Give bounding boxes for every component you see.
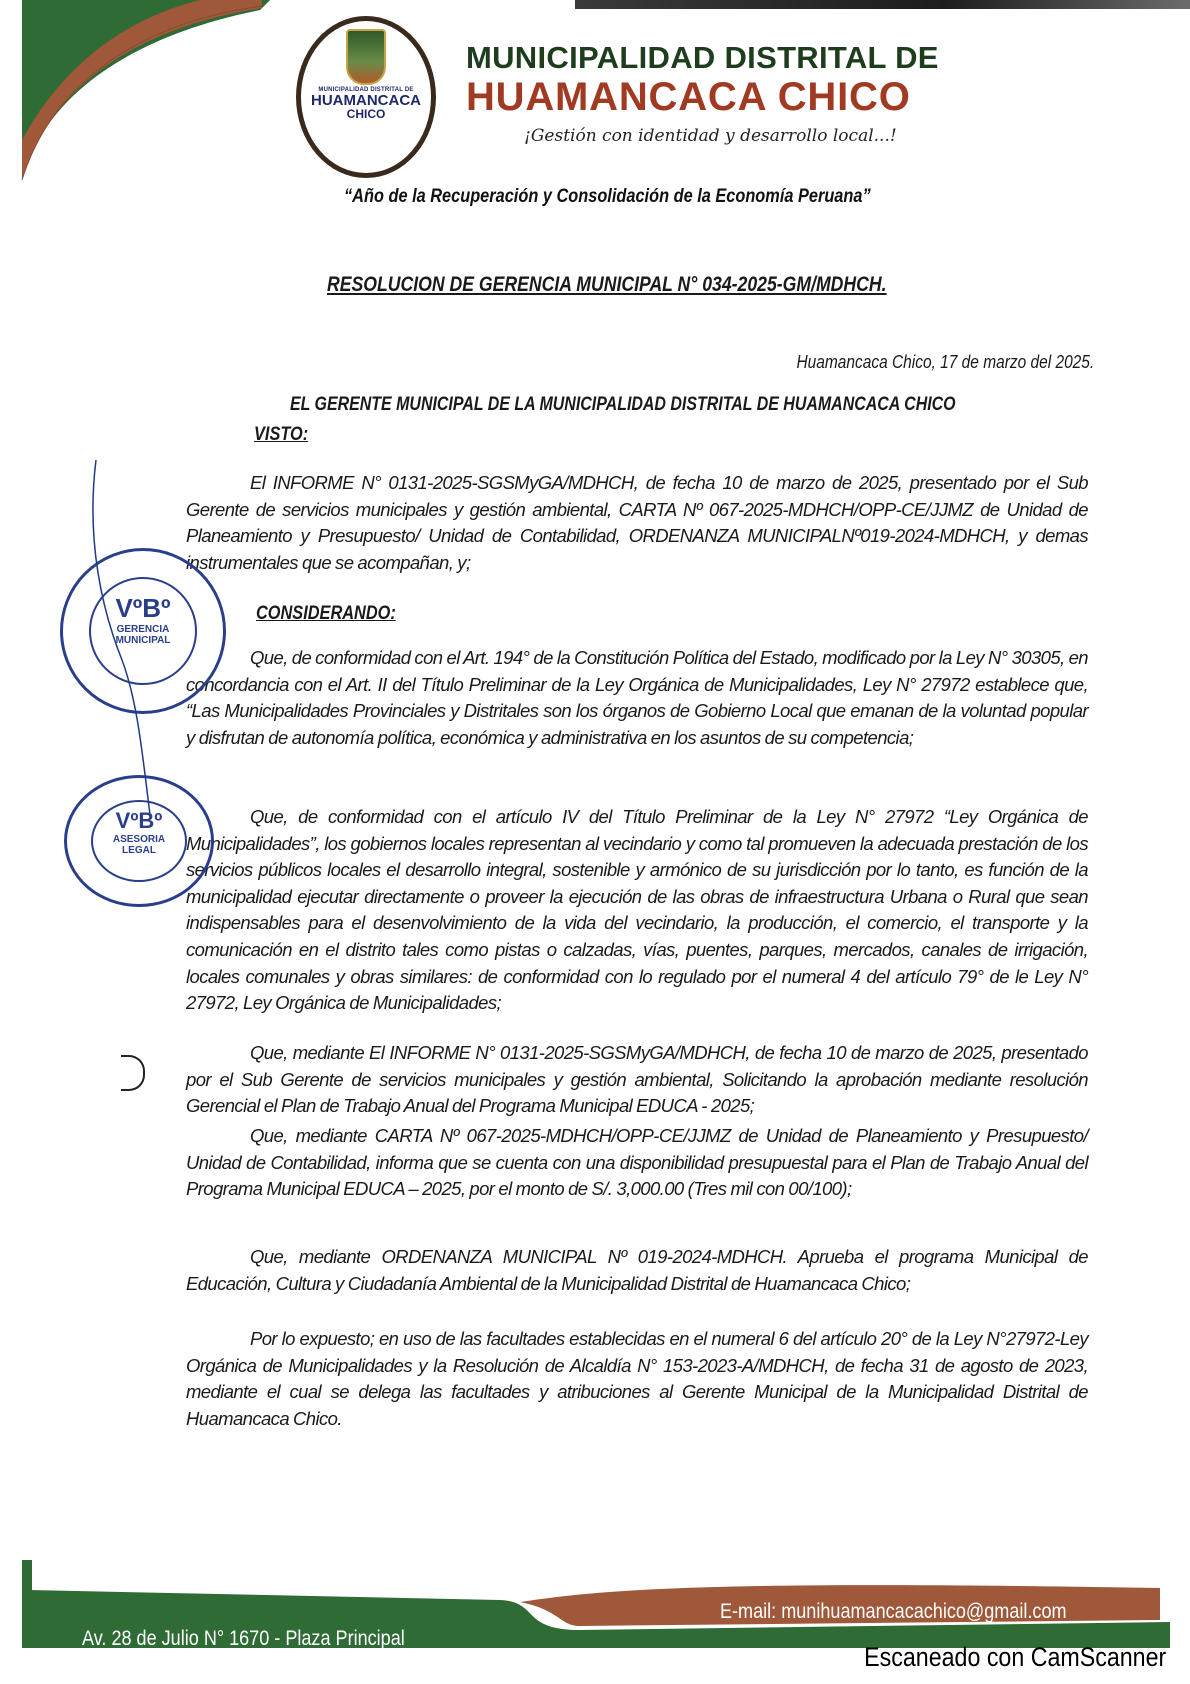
org-name-line2: HUAMANCACA CHICO: [466, 75, 911, 119]
org-name-line1: MUNICIPALIDAD DISTRITAL DE: [466, 40, 939, 75]
stamp-label: LEGAL: [122, 845, 156, 856]
motto: ¡Gestión con identidad y desarrollo local...!: [524, 126, 897, 146]
stamp-label: MUNICIPAL: [115, 635, 171, 646]
resolution-title: RESOLUCION DE GERENCIA MUNICIPAL N° 034-2025-GM/MDHCH.: [327, 273, 887, 296]
logo-name: HUAMANCACA: [311, 92, 421, 109]
camscanner-watermark: Escaneado con CamScanner: [863, 1642, 1166, 1672]
place-date: Huamancaca Chico, 17 de marzo del 2025.: [796, 352, 1094, 372]
stamp-mark: VºBº: [115, 593, 171, 623]
considerando-paragraph-5: Que, mediante ORDENANZA MUNICIPAL Nº 019-2024-MDHCH. Aprueba el programa Municipal de Educación, Cultura y Ciudadanía Ambiental de la Municipalidad Distrital de Huamancaca Chico;: [186, 1246, 1088, 1294]
logo-name-2: CHICO: [346, 107, 386, 121]
considerando-heading: CONSIDERANDO:: [256, 603, 396, 624]
stamp-mark: VºBº: [115, 808, 163, 833]
considerando-paragraph-3: Que, mediante El INFORME N° 0131-2025-SGSMyGA/MDHCH, de fecha 10 de marzo de 2025, presentado por el Sub Gerente de servicios municipales y gestión ambiental, Solicitando la aprobación mediante resolución Gerencial el Plan de Trabajo Anual del Programa Municipal EDUCA - 2025;: [186, 1042, 1088, 1117]
municipal-logo: [296, 16, 436, 178]
coat-of-arms-icon: [346, 29, 386, 85]
considerando-paragraph-1: Que, de conformidad con el Art. 194° de la Constitución Política del Estado, modificado por la Ley N° 30305, en concordancia con el Art. II del Título Preliminar de la Ley Orgánica de Municipalidades, Ley N° 27972 establece que, “Las Municipalidades Provinciales y Distritales son los órganos de Gobierno Local que emanan de la voluntad popular y disfrutan de autonomía política, económica y administrativa en los asuntos de su competencia;: [186, 647, 1088, 748]
header-top-bar: [575, 0, 1190, 9]
issuer: EL GERENTE MUNICIPAL DE LA MUNICIPALIDAD DISTRITAL DE HUAMANCACA CHICO: [290, 394, 956, 415]
visto-paragraph: El INFORME N° 0131-2025-SGSMyGA/MDHCH, de fecha 10 de marzo de 2025, presentado por el Sub Gerente de servicios municipales y gestión ambiental, CARTA Nº 067-2025-MDHCH/OPP-CE/JJMZ de Unidad de Planeamiento y Presupuesto/ Unidad de Contabilidad, ORDENANZA MUNICIPALNº019-2024-MDHCH, y demas instrumentales que se acompañan, y;: [186, 472, 1088, 573]
footer-email: E-mail: munihuamancacachico@gmail.com: [720, 1600, 1067, 1623]
footer-address: Av. 28 de Julio N° 1670 - Plaza Principal: [82, 1627, 405, 1650]
considerando-paragraph-6: Por lo expuesto; en uso de las facultades establecidas en el numeral 6 del artículo 20° de la Ley N°27972-Ley Orgánica de Municipalidades y la Resolución de Alcaldía N° 153-2023-A/MDHCH, de fecha 31 de agosto de 2023, mediante el cual se delega las facultades y atribuciones al Gerente Municipal de la Municipalidad Distrital de Huamancaca Chico.: [186, 1328, 1088, 1429]
year-slogan: “Año de la Recuperación y Consolidación de la Economía Peruana”: [344, 186, 871, 207]
considerando-paragraph-4: Que, mediante CARTA Nº 067-2025-MDHCH/OPP-CE/JJMZ de Unidad de Planeamiento y Presupuesto/ Unidad de Contabilidad, informa que se cuenta con una disponibilidad presupuestal para el Plan de Trabajo Anual del Programa Municipal EDUCA – 2025, por el monto de S/. 3,000.00 (Tres mil con 00/100);: [186, 1125, 1088, 1200]
stamp-label: GERENCIA: [116, 624, 170, 635]
stamp-label: ASESORIA: [112, 834, 166, 845]
punch-hole-mark: [121, 1055, 145, 1091]
considerando-paragraph-2: Que, de conformidad con el artículo IV del Título Preliminar de la Ley N° 27972 “Ley Orgánica de Municipalidades”, los gobiernos locales representan al vecindario y como tal promueven la adecuada prestación de los servicios públicos locales el desarrollo integral, sostenible y armónico de su jurisdicción por lo tanto, es función de la municipalidad ejecutar directamente o proveer la ejecución de las obras de infraestructura Urbana o Rural que sean indispensables para el desenvolvimiento de la vida del vecindario, la producción, el comercio, el transporte y la comunicación en el distrito tales como pistas o calzadas, vías, puentes, parques, mercados, canales de irrigación, locales comunales y obras similares: de conformidad con lo regulado por el numeral 4 del artículo 79° de le Ley N° 27972, Ley Orgánica de Municipalidades;: [186, 806, 1088, 1014]
logo-caption: MUNICIPALIDAD DISTRITAL DE: [318, 87, 414, 93]
visto-heading: VISTO:: [254, 424, 309, 445]
signature-stroke: [92, 460, 172, 820]
